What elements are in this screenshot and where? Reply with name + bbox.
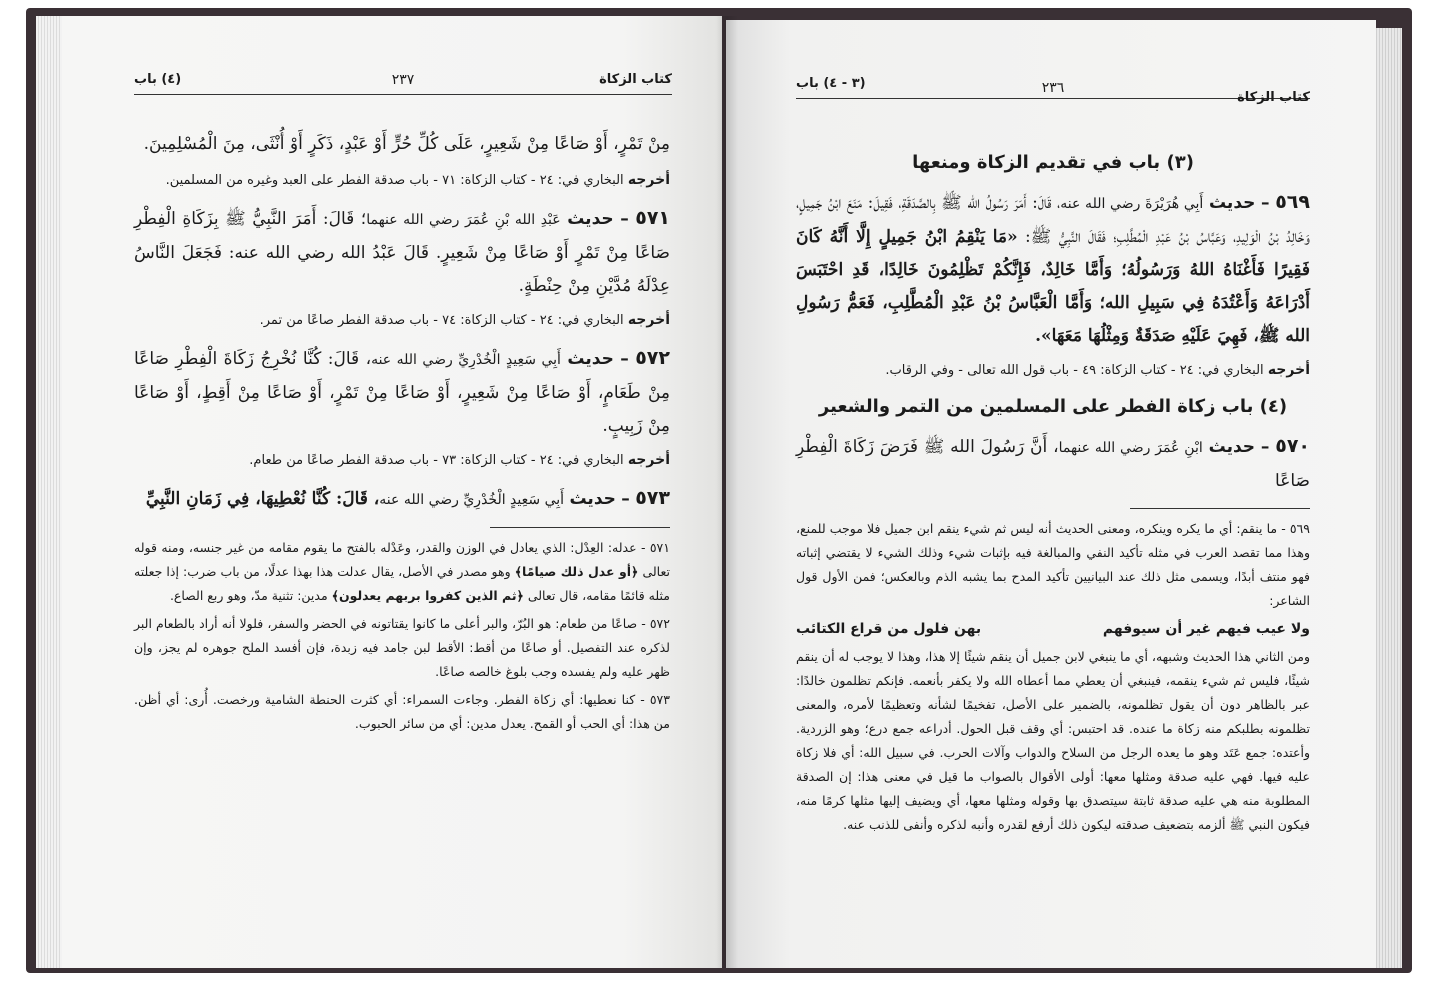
- left-page: [62, 16, 722, 968]
- takhrij: [796, 357, 1310, 384]
- note-text: ٥٧٢ - صاعًا من طعام: هو البُرّ، والبر أعلى ما كانوا يقتاتونه في الحضر والسفر، فلولا أنه أراد بالطعام البر لذكره عند التفصيل. أو صاعًا من أقط: الأقط لبن جامد فيه زبدة، فإن أفسد الملح جوهره لم يجز، وإن ظهر عليه ولم يفسده وجب بلوغ خالصه صاعًا.: [134, 616, 670, 679]
- takhrij-label: أخرجه: [627, 172, 670, 188]
- footnote-572: [134, 612, 670, 684]
- poem-hemistich-2: بهن فلول من قراع الكتائب: [796, 621, 982, 637]
- chapter-label: (٤) باب: [134, 72, 182, 87]
- left-body: [134, 128, 670, 740]
- right-body: [796, 146, 1310, 841]
- hadith-label: حديث: [1208, 437, 1256, 457]
- hadith-text: ، قَالَ: كُنَّا نُخْرِجُ زَكَاةَ الْفِطْرِ صَاعًا مِنْ طَعَامٍ، أَوْ صَاعًا مِنْ شَعِيرٍ، أَوْ صَاعًا مِنْ تَمْرٍ، أَوْ صَاعًا مِنْ أَقِطٍ، أَوْ صَاعًا مِنْ زَبِيبٍ.: [134, 349, 670, 436]
- book-title: كتاب الزكاة: [1237, 90, 1310, 105]
- footnote-569-cont: ومن الثاني هذا الحديث وشبهه، أي ما ينبغي لابن جميل أن ينقم شيئًا إلا هذا، وهذا لا يوجب له أن ينقم شيئًا، فليس ثم شيء ينقمه، فينبغي أن يعطي مما أعطاه الله ولا يكفر بأنعمه. فإنكم تظلمون خالدًا: عبر بالظاهر دون أن يقول تظلمونه، بالضمير على الأصل، تفخيمًا لشأنه وتعظيمًا لأمره، والمعنى تظلمونه بطلبكم منه زكاة ما عنده. قد احتبس: أي وقف قبل الحول. أدراعه جمع درع؛ وهو الزردية. وأعتده: جمع عَتَد وهو ما يعده الرجل من السلاح والدواب وآلات الحرب. في سبيل الله: أي فلا زكاة عليه فيها. فهي عليه صدقة ومثلها معها: أولى الأقوال بالصواب ما قيل في معنى هذا: إن الصدقة المطلوبة منه هي عليه صدقة ثابتة سيتصدق بها وقوله ومثلها معها، أي ويضيف إليها مثلها كرمًا منه، فيكون النبي ﷺ ألزمه بتضعيف صدقته ليكون ذلك أرفع لقدره وأنبه لذكره وأنفى للذنب عنه.: [796, 649, 1310, 832]
- page-number: ٢٣٧: [391, 72, 415, 88]
- hadith-number: ٥٧٢: [635, 347, 670, 369]
- hadith-narrator: أَبِي هُرَيْرَةَ رضي الله عنه: [1060, 196, 1204, 212]
- hadith-narrator: ابْنِ عُمَرَ رضي الله عنهما: [1058, 440, 1203, 456]
- quran-quote: ﴿ثم الذين كفروا بربهم يعدلون﴾: [331, 588, 524, 603]
- right-running-head: [796, 76, 1310, 105]
- hadith-573: ٥٧٣ – حديث أَبِي سَعِيدٍ الْخُدْرِيِّ رضي الله عنه، قَالَ: كُنَّا نُعْطِيهَا، فِي زَمَانِ النَّبِيِّ: [145, 487, 670, 509]
- takhrij-text: البخاري في: ٢٤ - كتاب الزكاة: ٤٩ - باب قول الله تعالى - وفي الرقاب.: [885, 363, 1264, 378]
- hadith-number: ٥٧٣: [635, 487, 670, 509]
- hadith-570: ٥٧٠ – حديث ابْنِ عُمَرَ رضي الله عنهما، أَنَّ رَسُولَ الله ﷺ فَرَضَ زَكَاةَ الْفِطْرِ صَاعًا: [796, 435, 1311, 491]
- page-number: ٢٣٦: [1041, 80, 1065, 96]
- footnote-rule: [1130, 508, 1310, 509]
- note-text: مدين: تثنية مدّ، وهو ربع الصاع.: [169, 588, 332, 603]
- footnote-rule: [490, 527, 670, 528]
- note-text: وهو مصدر في الأصل، يقال عدلت هذا بهذا عدلًا، من باب ضرب: إذا جعلته مثله قائمًا مقامه، قال تعالى: [134, 564, 670, 603]
- footnote-569: ٥٦٩ - ما ينقم: أي ما يكره وينكره، ومعنى الحديث أنه ليس ثم شيء ينقم ابن جميل فلا موجب للمنع، وهذا مما تقصد العرب في مثله تأكيد النفي والمبالغة فيه بإثبات شيء وذلك الشيء لا يقتضي إثباته فهو منتف أبدًا، ويسمى مثل ذلك عند البيانيين تأكيد المدح بما يشبه الذم وبالعكس؛ فمن الأول قول الشاعر:: [796, 521, 1310, 608]
- takhrij-text: البخاري في: ٢٤ - كتاب الزكاة: ٧٣ - باب صدقة الفطر صاعًا من طعام.: [249, 453, 624, 468]
- hadith-number: ٥٧٠: [1275, 435, 1311, 457]
- footnote-571: [134, 536, 670, 608]
- takhrij-label: أخرجه: [627, 312, 670, 328]
- hadith-label: حديث: [1208, 193, 1256, 213]
- footnote-573: [134, 688, 670, 736]
- hadith-narrator: أَبِي سَعِيدٍ الْخُدْرِيِّ رضي الله عنه: [371, 352, 561, 368]
- book-title: كتاب الزكاة: [599, 72, 672, 87]
- poem-hemistich-1: ولا عيب فيهم غير أن سيوفهم: [1102, 621, 1310, 637]
- takhrij: [134, 167, 670, 194]
- takhrij-text: البخاري في: ٢٤ - كتاب الزكاة: ٧٤ - باب صدقة الفطر صاعًا من تمر.: [259, 313, 624, 328]
- section-title-4: (٤) باب زكاة الفطر على المسلمين من التمر والشعير: [818, 396, 1288, 417]
- hadith-571: ٥٧١ – حديث عَبْدِ الله بْنِ عُمَرَ رضي الله عنهما؛ قَالَ: أَمَرَ النَّبِيُّ ﷺ بِزَكَاةِ الْفِطْرِ صَاعًا مِنْ تَمْرٍ أَوْ صَاعًا مِنْ شَعِيرٍ. قَالَ عَبْدُ الله رضي الله عنه: فَجَعَلَ النَّاسُ عِدْلَهُ مُدَّيْنِ مِنْ حِنْطَةٍ.: [134, 207, 671, 296]
- takhrij-text: البخاري في: ٢٤ - كتاب الزكاة: ٧١ - باب صدقة الفطر على العبد وغيره من المسلمين.: [165, 173, 624, 188]
- takhrij: [134, 307, 670, 334]
- hadith-number: ٥٦٩: [1275, 191, 1310, 213]
- section-title-3: (٣) باب في تقديم الزكاة ومنعها: [912, 152, 1194, 173]
- hadith-label: حديث: [569, 489, 616, 509]
- hadith-572: ٥٧٢ – حديث أَبِي سَعِيدٍ الْخُدْرِيِّ رضي الله عنه، قَالَ: كُنَّا نُخْرِجُ زَكَاةَ الْفِطْرِ صَاعًا مِنْ طَعَامٍ، أَوْ صَاعًا مِنْ شَعِيرٍ، أَوْ صَاعًا مِنْ تَمْرٍ، أَوْ صَاعًا مِنْ أَقِطٍ، أَوْ صَاعًا مِنْ زَبِيبٍ.: [134, 347, 670, 436]
- hadith-text: ، قَالَ: كُنَّا نُعْطِيهَا، فِي زَمَانِ النَّبِيِّ: [145, 489, 380, 509]
- note-text: ٥٧١ - عدله: العِدْل: الذي يعادل في الوزن والقدر، وعَدْله بالفتح ما يقوم مقامه من غير جنسه، ومنه قوله تعالى: [134, 540, 670, 579]
- hadith-text: ، أَنَّ رَسُولَ الله ﷺ فَرَضَ زَكَاةَ الْفِطْرِ صَاعًا: [796, 437, 1310, 491]
- hadith-text: ؛ قَالَ: أَمَرَ النَّبِيُّ ﷺ بِزَكَاةِ الْفِطْرِ صَاعًا مِنْ تَمْرٍ أَوْ صَاعًا مِنْ شَعِيرٍ. قَالَ عَبْدُ الله رضي الله عنه: فَجَعَلَ النَّاسُ عِدْلَهُ مُدَّيْنِ مِنْ حِنْطَةٍ.: [134, 209, 670, 296]
- quran-quote: ﴿أو عدل ذلك صيامًا﴾: [514, 564, 639, 579]
- chapter-label: (٣ - ٤) باب: [796, 76, 866, 91]
- prophetic-quote: «مَا يَنْقِمُ ابْنُ جَمِيلٍ إِلَّا أَنَّهُ كَانَ فَقِيرًا فَأَغْنَاهُ اللهُ وَرَسُولُهُ؛ وَأَمَّا خَالِدٌ، فَإِنَّكُمْ تَظْلِمُونَ خَالِدًا، قَدِ احْتَبَسَ أَدْرَاعَهُ وَأَعْتُدَهُ فِي سَبِيلِ الله؛ وَأَمَّا الْعَبَّاسُ بْنُ عَبْدِ الْمُطَّلِبِ، فَعَمُّ رَسُولِ الله ﷺ، فَهِيَ عَلَيْهِ صَدَقَةٌ وَمِثْلُهَا مَعَهَا».: [796, 227, 1310, 346]
- left-running-head: [134, 72, 672, 95]
- takhrij-label: أخرجه: [1267, 362, 1310, 378]
- hadith-narrator: عَبْدِ الله بْنِ عُمَرَ رضي الله عنهما: [366, 212, 561, 228]
- hadith-text: ، قَالَ: أَمَرَ رَسُولُ الله ﷺ بِالصَّدَقَةِ، فَقِيلَ: مَنَعَ ابْنُ جَمِيلٍ، وَخَالِدُ بْنُ الْوَلِيدِ، وَعَبَّاسُ بْنُ عَبْدِ الْمُطَّلِبِ؛ فَقَالَ النَّبِيُّ ﷺ:: [796, 193, 1310, 247]
- note-text: ٥٧٣ - كنا نعطيها: أي زكاة الفطر. وجاءت السمراء: أي كثرت الحنطة الشامية ورخصت. أُرى: أي أظن. من هذا: أي الحب أو القمح. يعدل مدين: أي من سائر الحبوب.: [134, 692, 670, 731]
- hadith-label: حديث: [567, 209, 614, 229]
- hadith-continuation: مِنْ تَمْرٍ، أَوْ صَاعًا مِنْ شَعِيرٍ، عَلَى كُلِّ حُرٍّ أَوْ عَبْدٍ، ذَكَرٍ أَوْ أُنْثَى، مِنَ الْمُسْلِمِينَ.: [143, 134, 670, 154]
- hadith-narrator: أَبِي سَعِيدٍ الْخُدْرِيِّ رضي الله عنه: [379, 492, 565, 508]
- poem-verse: [796, 621, 1310, 637]
- book-gutter: [716, 16, 738, 968]
- hadith-label: حديث: [567, 349, 614, 369]
- right-page: [726, 20, 1376, 968]
- hadith-number: ٥٧١: [635, 207, 671, 229]
- hadith-569: ٥٦٩ – حديث أَبِي هُرَيْرَةَ رضي الله عنه، قَالَ: أَمَرَ رَسُولُ الله ﷺ بِالصَّدَقَةِ، فَقِيلَ: مَنَعَ ابْنُ جَمِيلٍ، وَخَالِدُ بْنُ الْوَلِيدِ، وَعَبَّاسُ بْنُ عَبْدِ الْمُطَّلِبِ؛ فَقَالَ النَّبِيُّ ﷺ: «مَا يَنْقِمُ ابْنُ جَمِيلٍ إِلَّا أَنَّهُ كَانَ فَقِيرًا فَأَغْنَاهُ اللهُ وَرَسُولُهُ؛ وَأَمَّا خَالِدٌ، فَإِنَّكُمْ تَظْلِمُونَ خَالِدًا، قَدِ احْتَبَسَ أَدْرَاعَهُ وَأَعْتُدَهُ فِي سَبِيلِ الله؛ وَأَمَّا الْعَبَّاسُ بْنُ عَبْدِ الْمُطَّلِبِ، فَعَمُّ رَسُولِ الله ﷺ، فَهِيَ عَلَيْهِ صَدَقَةٌ وَمِثْلُهَا مَعَهَا».: [796, 191, 1310, 346]
- takhrij: [134, 447, 670, 474]
- takhrij-label: أخرجه: [627, 452, 670, 468]
